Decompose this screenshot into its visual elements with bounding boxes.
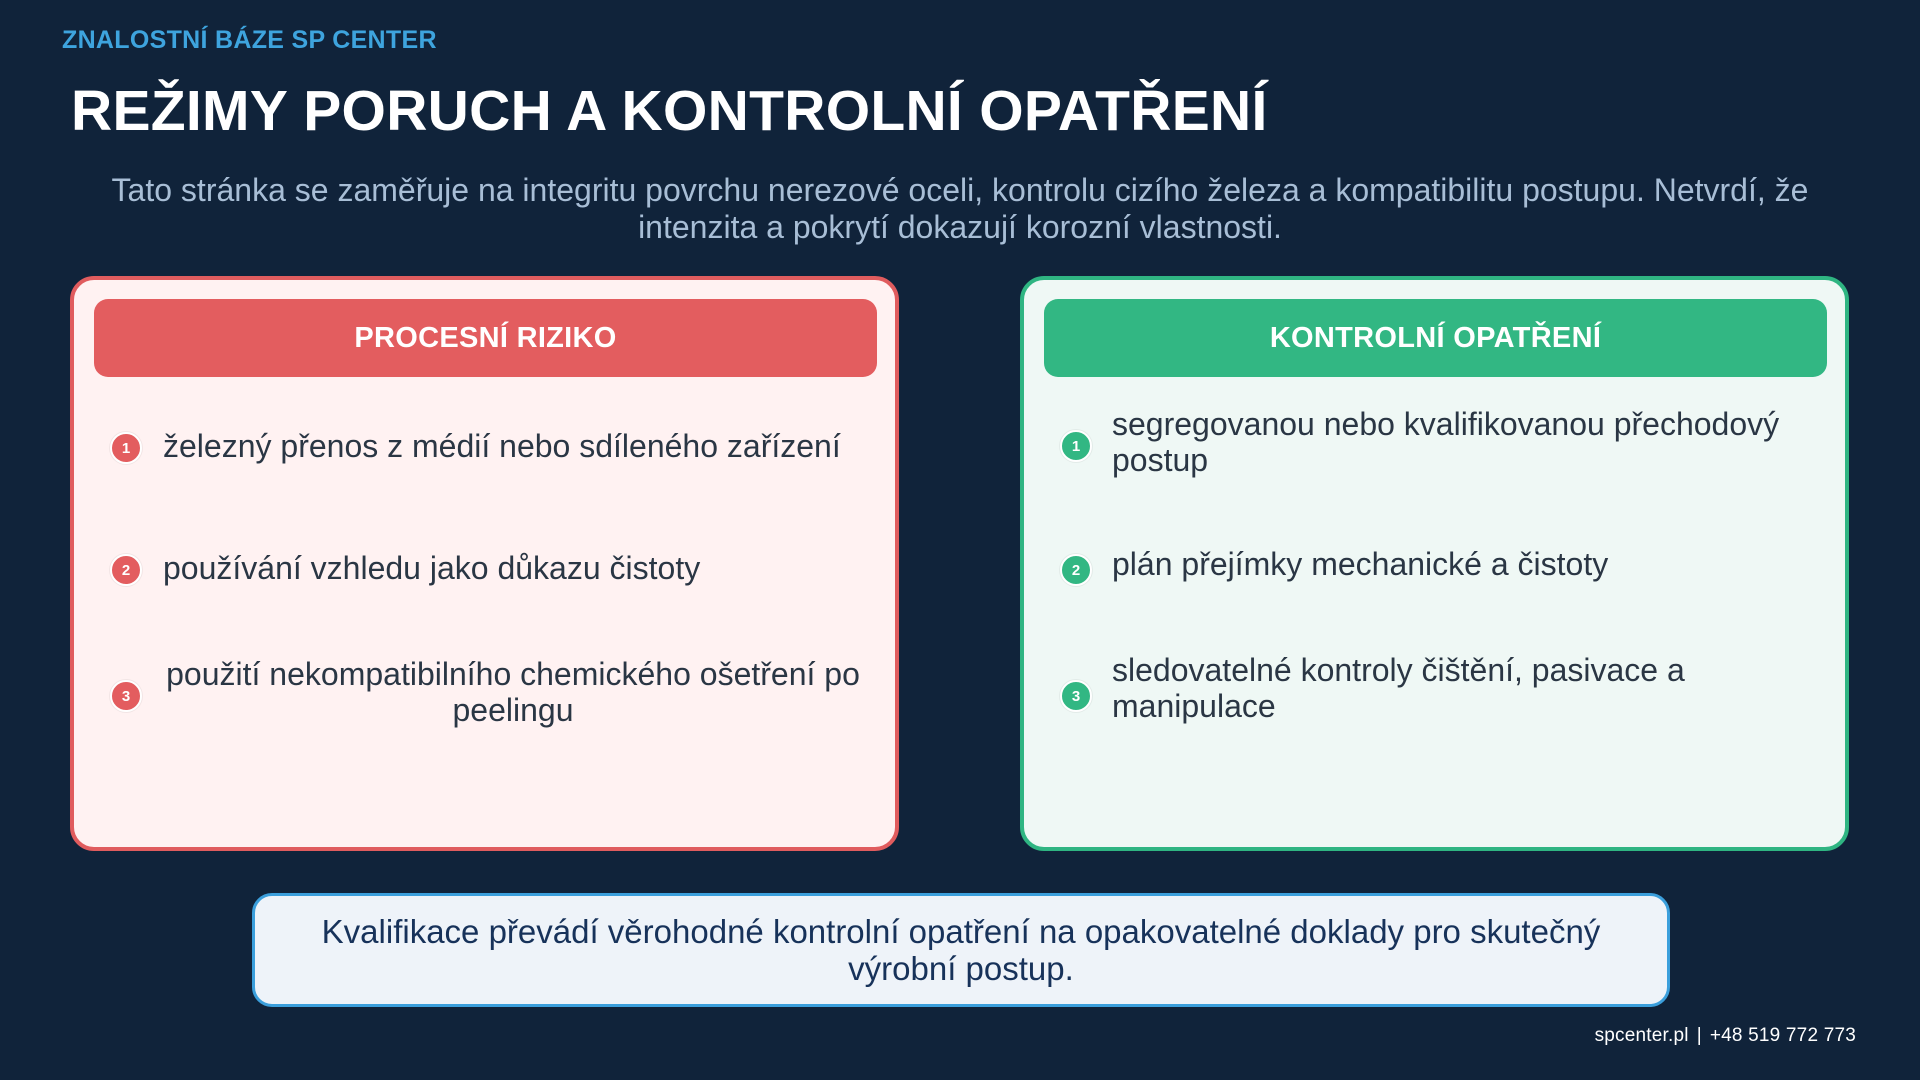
page-title: REŽIMY PORUCH A KONTROLNÍ OPATŘENÍ bbox=[71, 79, 1268, 143]
website-link[interactable]: spcenter.pl bbox=[1594, 1025, 1689, 1046]
risk-item-text: železný přenos z médií nebo sdíleného zařízení bbox=[163, 428, 841, 464]
qualification-note-text: Kvalifikace převádí věrohodné kontrolní opatření na opakovatelné doklady pro skutečný výrobní postup. bbox=[321, 913, 1601, 987]
page-subtitle: Tato stránka se zaměřuje na integritu povrchu nerezové oceli, kontrolu cizího železa a kompatibilitu postupu. Netvrdí, že intenzita a pokrytí dokazují korozní vlastnosti. bbox=[111, 172, 1809, 245]
contact-info bbox=[1595, 1025, 1856, 1047]
process-risk-header: PROCESNÍ RIZIKO bbox=[94, 299, 877, 377]
contact-separator: | bbox=[1696, 1025, 1702, 1046]
control-item-text: segregovanou nebo kvalifikovanou přechodový postup bbox=[1112, 406, 1780, 478]
eyebrow-label: ZNALOSTNÍ BÁZE SP CENTER bbox=[62, 26, 437, 54]
number-badge-icon: 3 bbox=[1060, 680, 1092, 712]
control-item-text: sledovatelné kontroly čištění, pasivace a manipulace bbox=[1112, 652, 1685, 724]
qualification-note bbox=[252, 893, 1670, 1007]
risk-item-text: používání vzhledu jako důkazu čistoty bbox=[163, 550, 701, 586]
number-badge-icon: 2 bbox=[110, 554, 142, 586]
phone-number[interactable]: +48 519 772 773 bbox=[1709, 1025, 1856, 1046]
control-measures-panel bbox=[1020, 276, 1849, 851]
control-item-text: plán přejímky mechanické a čistoty bbox=[1112, 546, 1609, 582]
risk-item-text: použití nekompatibilního chemického ošetření po peelingu bbox=[166, 656, 860, 728]
number-badge-icon: 2 bbox=[1060, 554, 1092, 586]
number-badge-icon: 1 bbox=[110, 432, 142, 464]
process-risk-panel bbox=[70, 276, 899, 851]
number-badge-icon: 3 bbox=[110, 680, 142, 712]
number-badge-icon: 1 bbox=[1060, 430, 1092, 462]
control-measures-header: KONTROLNÍ OPATŘENÍ bbox=[1044, 299, 1827, 377]
